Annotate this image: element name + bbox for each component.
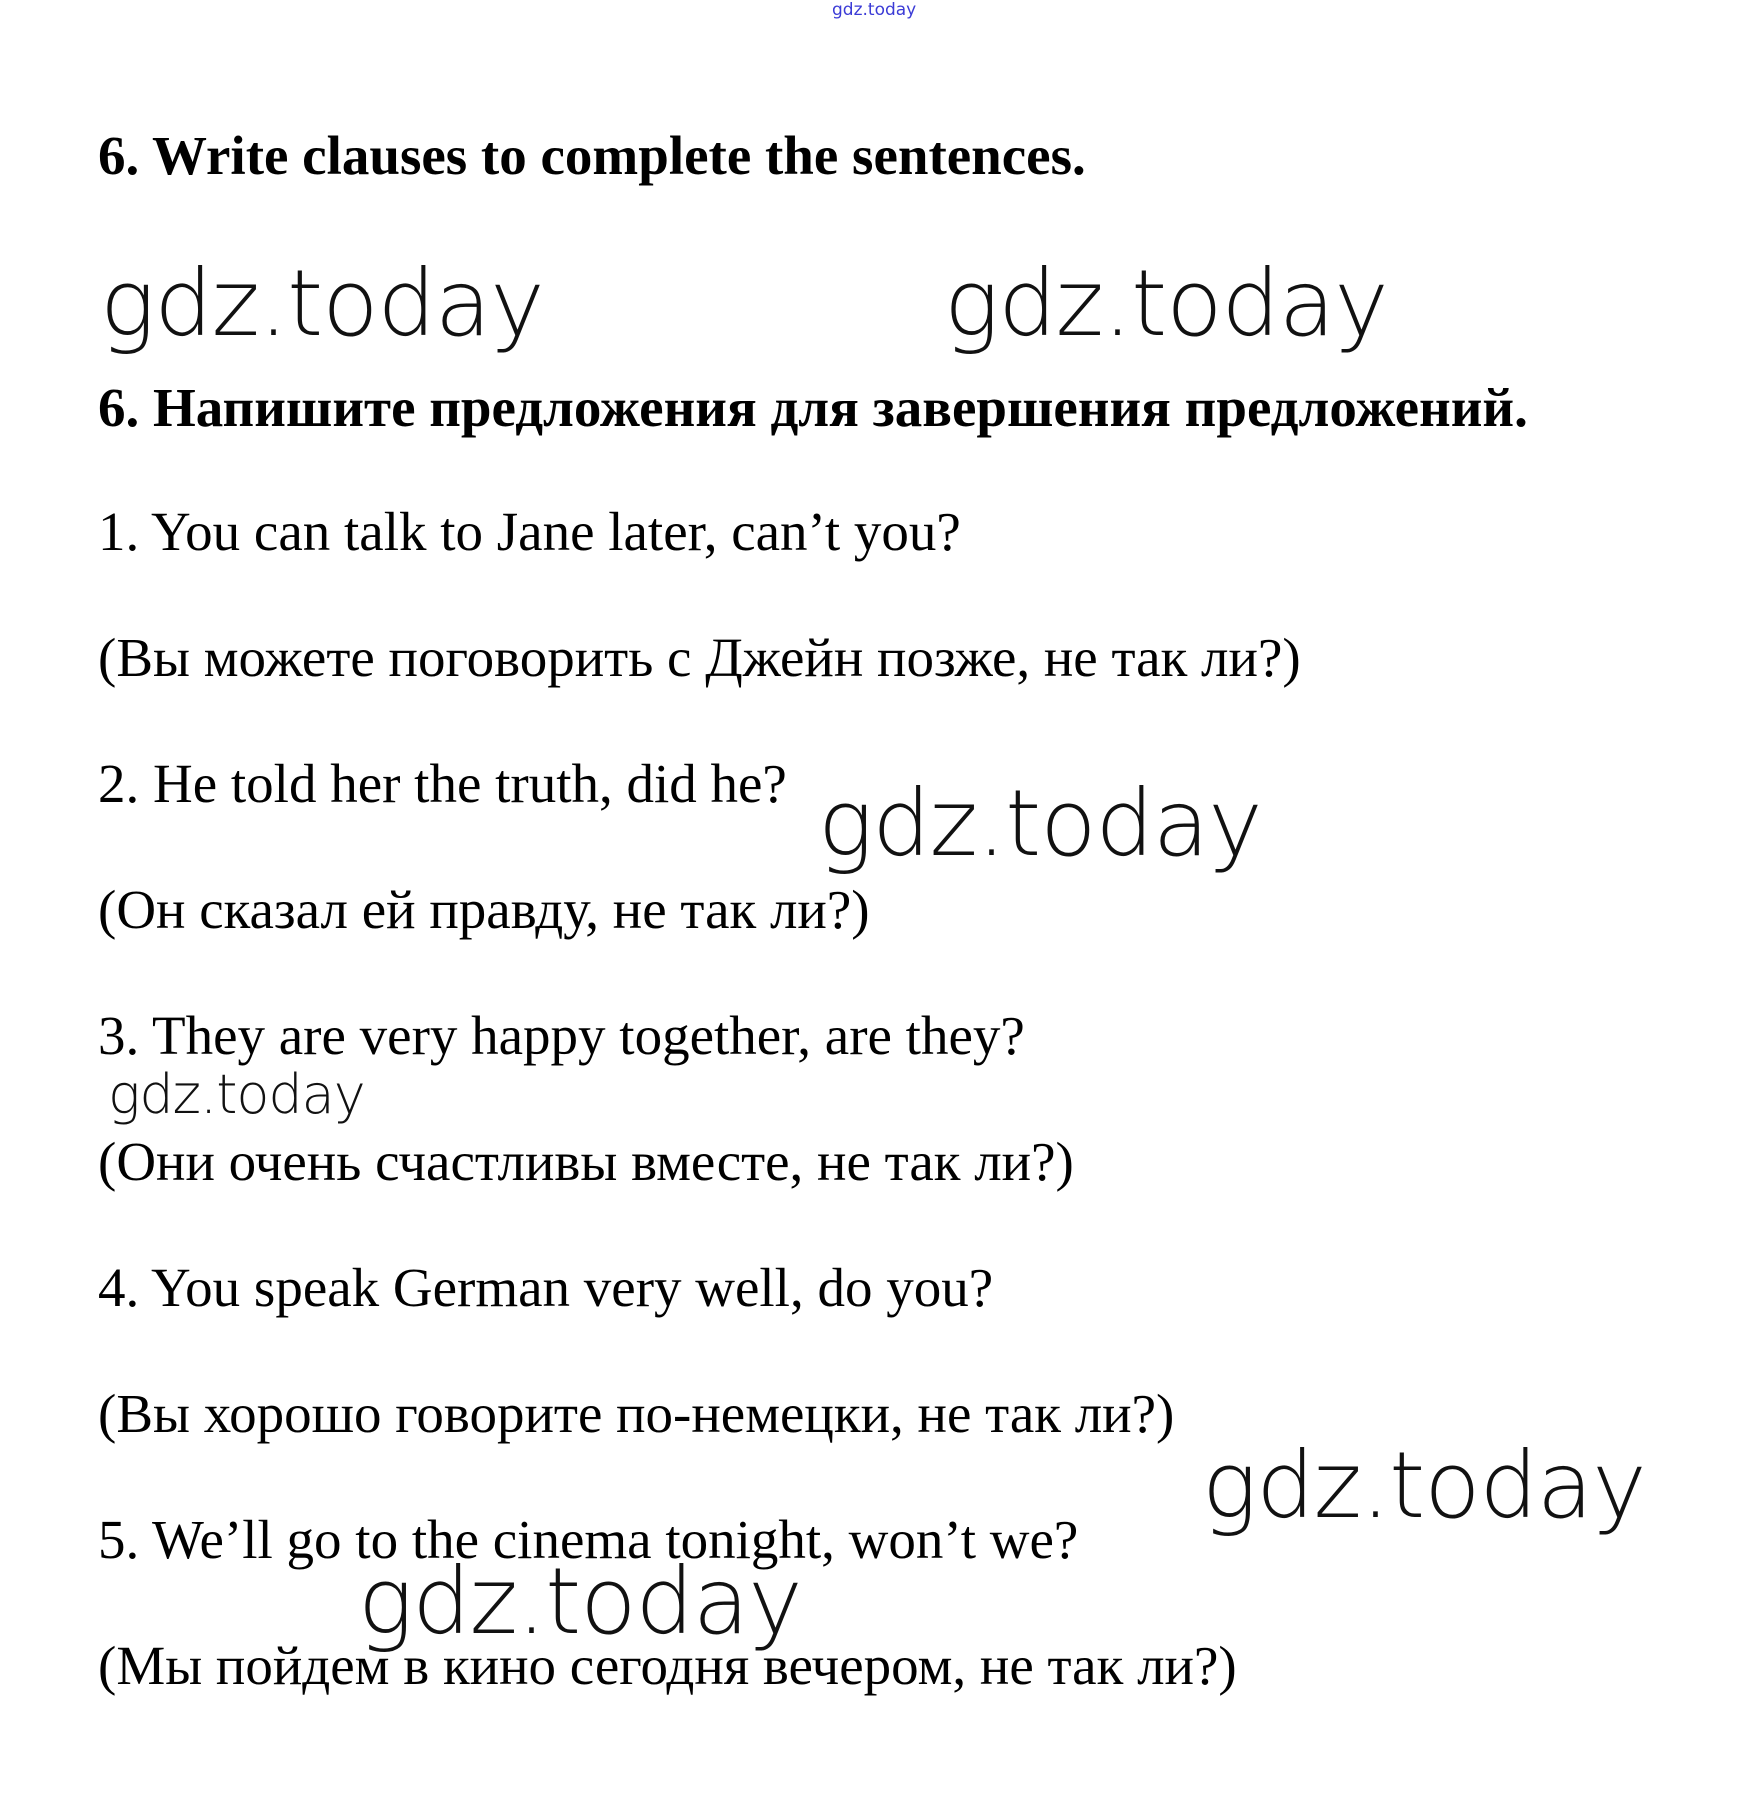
item-en-3: 3. They are very happy together, are they? xyxy=(98,1005,1025,1066)
task-title-ru: 6. Напишите предложения для завершения предложений. xyxy=(98,377,1528,438)
item-ru-2: (Он сказал ей правду, не так ли?) xyxy=(98,879,870,940)
item-en-1: 1. You can talk to Jane later, can’t you? xyxy=(98,501,961,562)
watermark: gdz.today xyxy=(108,1063,365,1126)
task-title-en: 6. Write clauses to complete the sentences. xyxy=(98,125,1086,186)
watermark: gdz.today xyxy=(358,1548,802,1655)
watermark: gdz.today xyxy=(818,770,1262,877)
item-ru-3: (Они очень счастливы вместе, не так ли?) xyxy=(98,1131,1074,1192)
item-en-2: 2. He told her the truth, did he? xyxy=(98,753,787,814)
watermark: gdz.today xyxy=(944,250,1388,357)
watermark: gdz.today xyxy=(1202,1432,1646,1539)
watermark: gdz.today xyxy=(100,250,544,357)
item-ru-4: (Вы хорошо говорите по-немецки, не так ли?) xyxy=(98,1383,1175,1444)
item-ru-1: (Вы можете поговорить с Джейн позже, не так ли?) xyxy=(98,627,1301,688)
item-en-5: 5. We’ll go to the cinema tonight, won’t we? xyxy=(98,1509,1079,1570)
item-ru-5: (Мы пойдем в кино сегодня вечером, не так ли?) xyxy=(98,1635,1237,1696)
site-watermark-top: gdz.today xyxy=(832,0,917,20)
item-en-4: 4. You speak German very well, do you? xyxy=(98,1257,994,1318)
